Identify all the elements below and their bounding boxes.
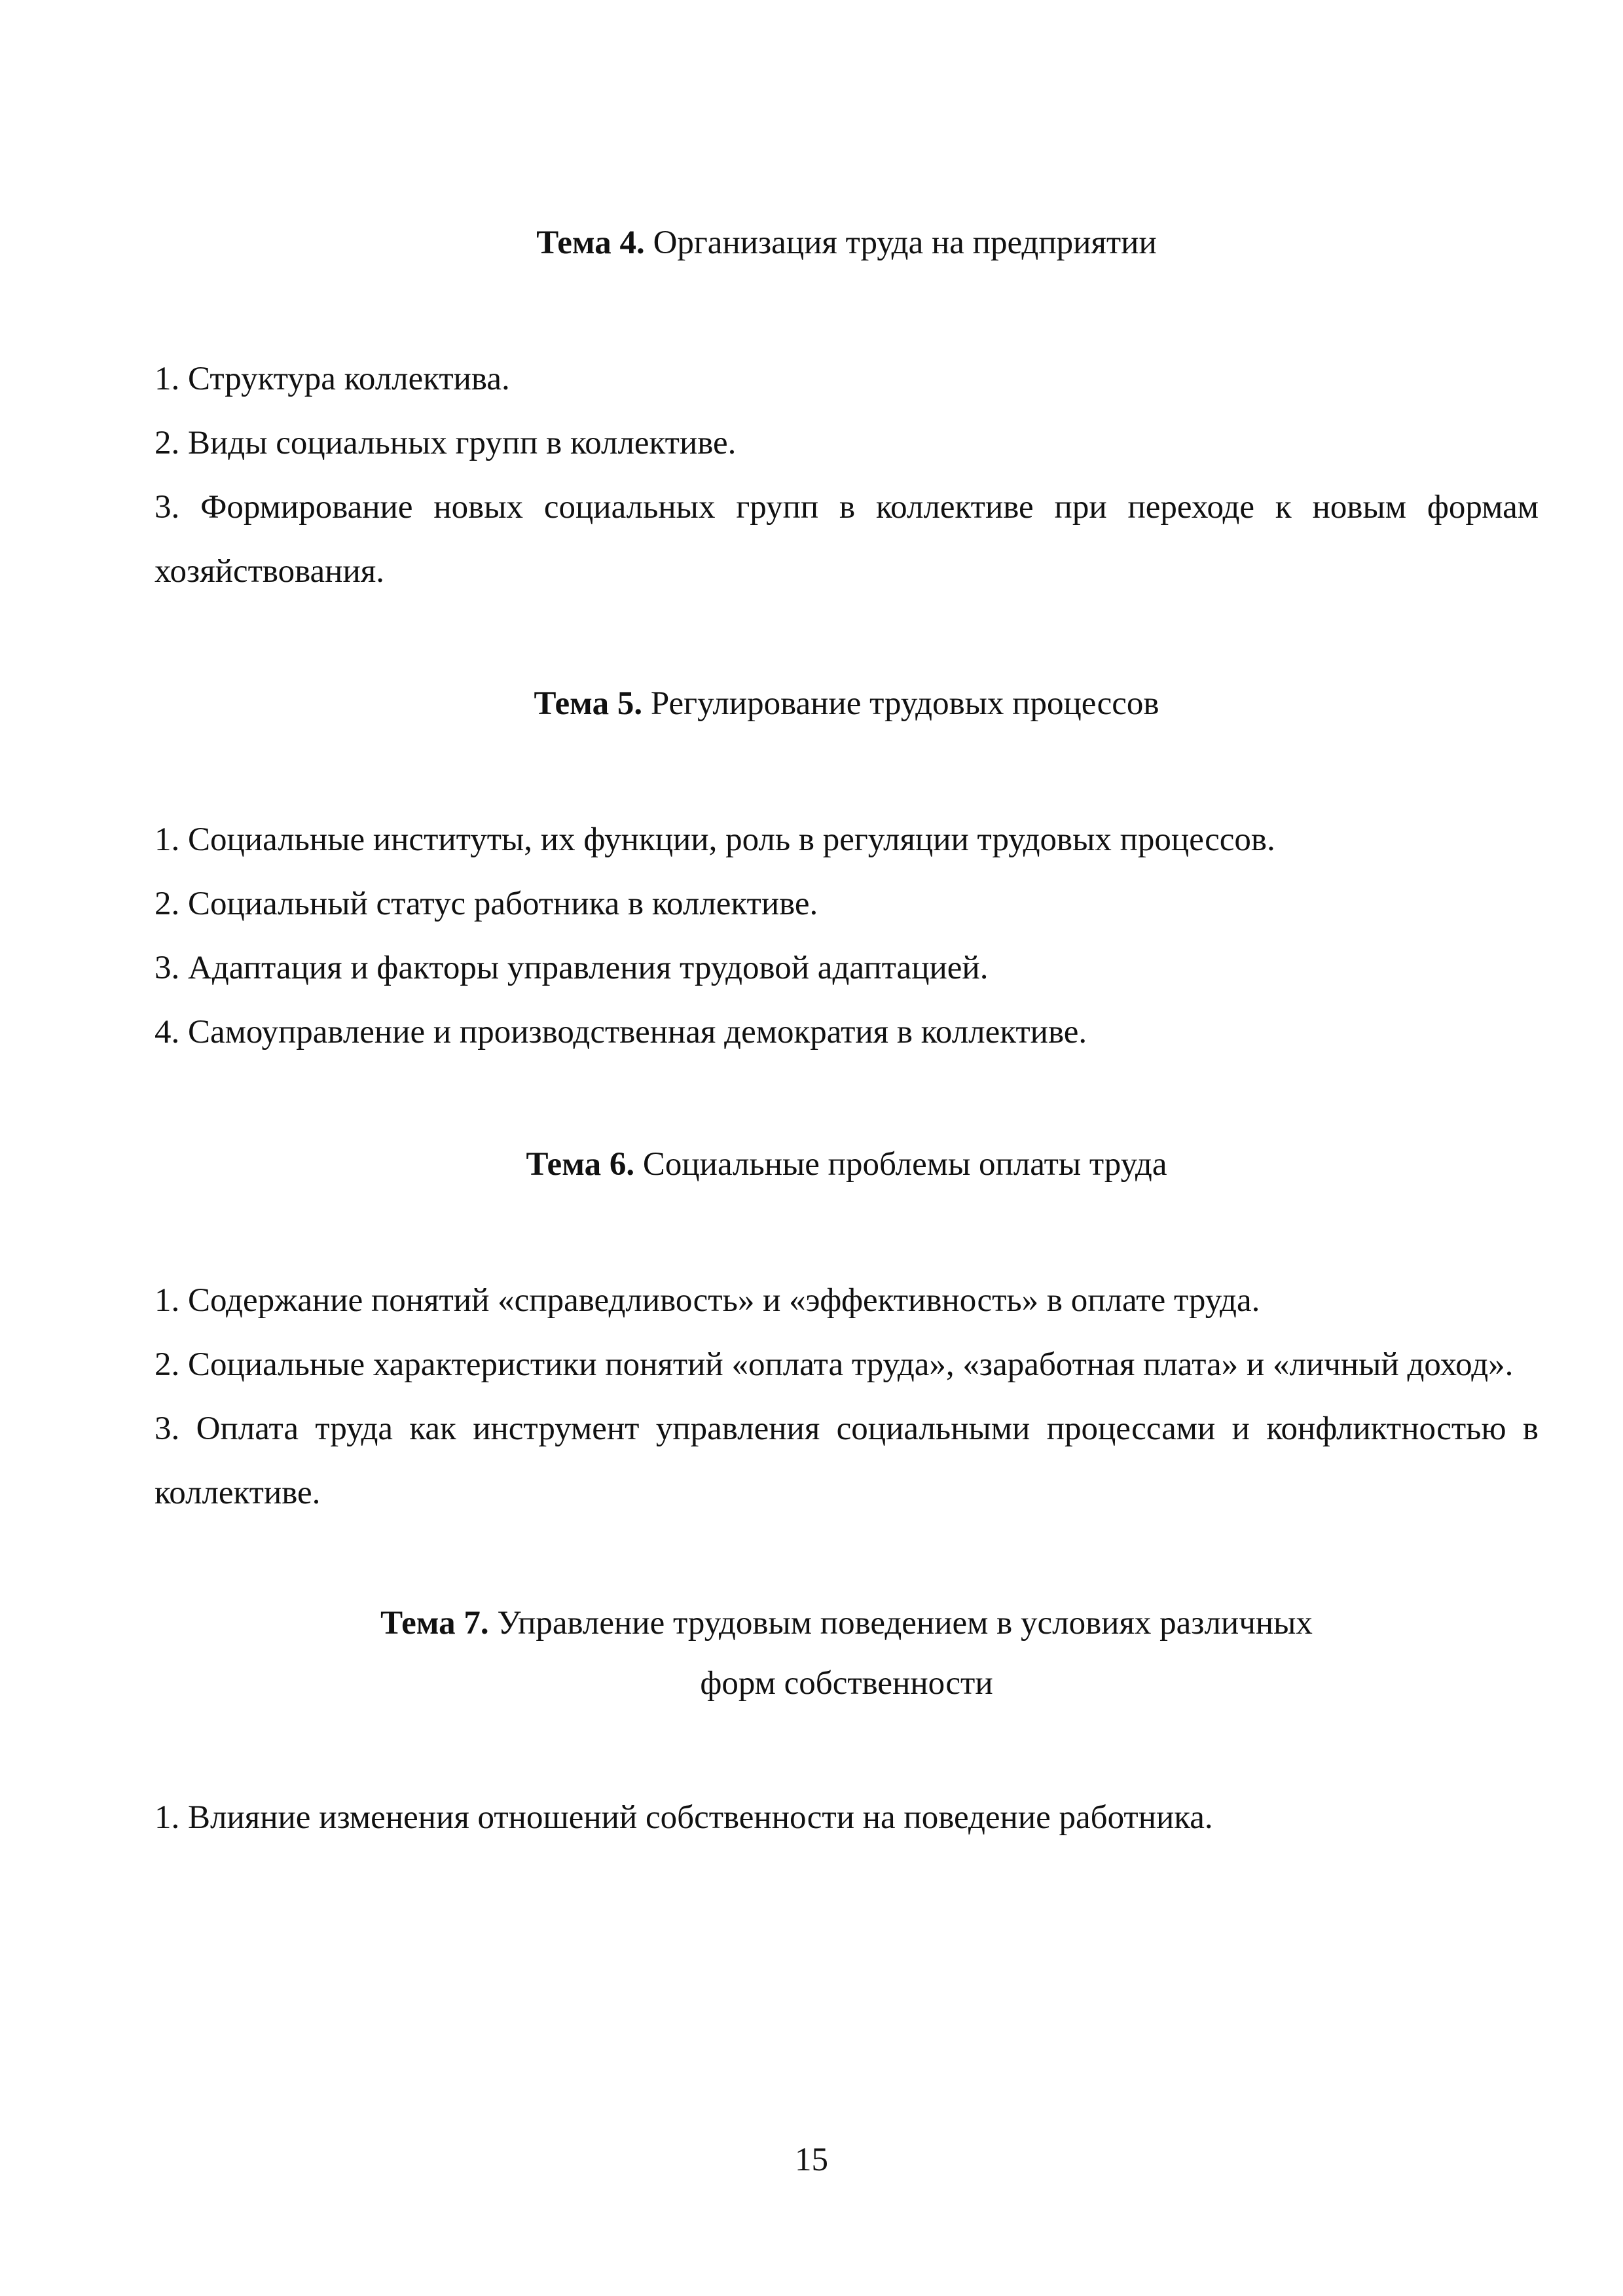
- topic-5-item-2: 2. Социальный статус работника в коллективе.: [155, 886, 818, 922]
- topic-7-title-line-2: форм собственности: [700, 1665, 993, 1702]
- topic-5-label: Тема 5.: [534, 685, 643, 722]
- topic-5-heading: [155, 672, 1539, 736]
- topic-4-item-3: 3. Формирование новых социальных групп в коллективе при переходе к новым формам хозяйствования.: [155, 489, 1539, 590]
- topic-4-heading: [155, 211, 1539, 275]
- topic-5-item-4: 4. Самоуправление и производственная демократия в коллективе.: [155, 1014, 1087, 1050]
- topic-6-item-2: 2. Социальные характеристики понятий «оплата труда», «заработная плата» и «личный доход».: [155, 1346, 1514, 1383]
- topic-5-item-3: 3. Адаптация и факторы управления трудовой адаптацией.: [155, 950, 989, 986]
- topic-7-item-1: 1. Влияние изменения отношений собственности на поведение работника.: [155, 1799, 1213, 1836]
- topic-4-label: Тема 4.: [536, 224, 645, 261]
- page-content: [155, 211, 1539, 1850]
- topic-6-item-1: 1. Содержание понятий «справедливость» и «эффективность» в оплате труда.: [155, 1282, 1260, 1319]
- page-number: 15: [795, 2142, 828, 2178]
- topic-7-title: Управление трудовым поведением в условиях различных: [497, 1605, 1313, 1641]
- topic-6-label: Тема 6.: [526, 1146, 635, 1183]
- topic-6-title: Социальные проблемы оплаты труда: [642, 1146, 1167, 1183]
- topic-7-section: [155, 1593, 1539, 1850]
- topic-6-heading: [155, 1132, 1539, 1196]
- topic-5-section: [155, 672, 1539, 1064]
- topic-7-label: Тема 7.: [380, 1605, 489, 1641]
- topic-5-title: Регулирование трудовых процессов: [650, 685, 1159, 722]
- topic-4-title: Организация труда на предприятии: [653, 224, 1157, 261]
- topic-4-section: [155, 211, 1539, 603]
- topic-6-item-3: 3. Оплата труда как инструмент управления социальными процессами и конфликтностью в коллективе.: [155, 1410, 1539, 1511]
- topic-4-item-2: 2. Виды социальных групп в коллективе.: [155, 425, 737, 461]
- topic-5-item-1: 1. Социальные институты, их функции, роль в регуляции трудовых процессов.: [155, 821, 1275, 858]
- topic-7-heading: [155, 1593, 1539, 1713]
- topic-6-section: [155, 1132, 1539, 1525]
- topic-4-item-1: 1. Структура коллектива.: [155, 361, 510, 397]
